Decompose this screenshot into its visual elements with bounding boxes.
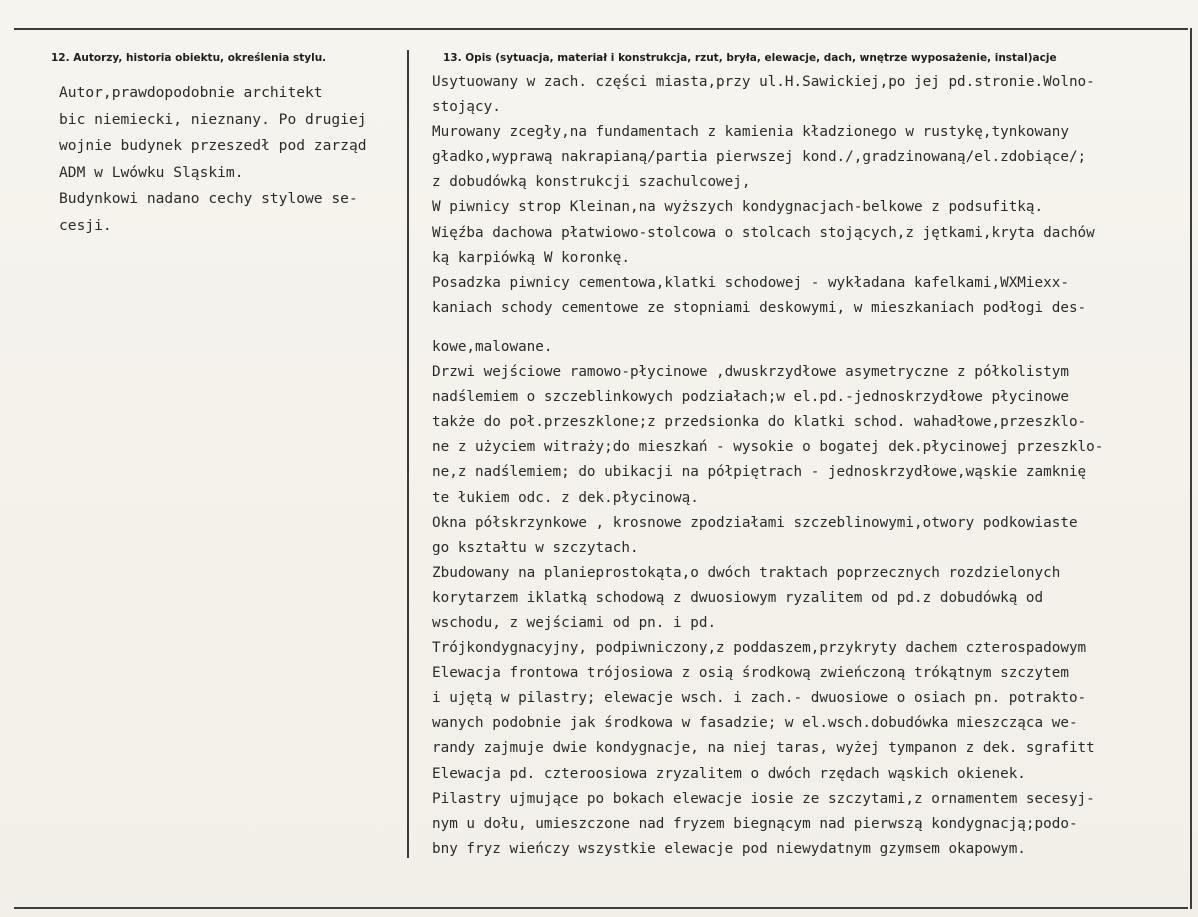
section-12-heading: 12. Autorzy, historia obiektu, określenia stylu.: [51, 52, 327, 64]
text-line: Pilastry ujmujące po bokach elewacje iosie ze szczytami,z ornamentem secesyj-: [432, 790, 1095, 807]
text-line: Elewacja frontowa trójosiowa z osią środkową zwieńczoną trókątnym szczytem: [432, 665, 1069, 682]
text-line: randy zajmuje dwie kondygnacje, na niej taras, wyżej tympanon z dek. sgrafitt: [432, 740, 1095, 757]
text-line: Zbudowany na planieprostokąta,o dwóch traktach poprzecznych rozdzielonych: [432, 564, 1061, 581]
text-line: i ujętą w pilastry; elewacje wsch. i zach.- dwuosiowe o osiach pn. potrakto-: [432, 690, 1087, 707]
text-line: cesji.: [59, 216, 112, 234]
text-line: go kształtu w szczytach.: [432, 539, 639, 556]
text-line: ką karpiówką W koronkę.: [432, 249, 630, 266]
description-column: [432, 70, 1198, 862]
text-line: bny fryz wieńczy wszystkie elewacje pod niewydatnym gzymsem okapowym.: [432, 840, 1026, 857]
text-line: nym u dołu, umieszczone nad fryzem biegnącym nad pierwszą kondygnacją;podo-: [432, 815, 1078, 832]
text-line: stojący.: [432, 99, 501, 116]
text-line: kaniach schody cementowe ze stopniami deskowymi, w mieszkaniach podłogi des-: [432, 299, 1087, 316]
text-line: ADM w Lwówku Sląskim.: [59, 163, 244, 181]
text-line: ne z użyciem witraży;do mieszkań - wysokie o bogatej dek.płycinowej przeszklo-: [432, 439, 1104, 456]
text-line: kowe,malowane.: [432, 338, 553, 355]
text-line: Drzwi wejściowe ramowo-płycinowe ,dwuskrzydłowe asymetryczne z półkolistym: [432, 364, 1069, 381]
text-line: W piwnicy strop Kleinan,na wyższych kondygnacjach-belkowe z podsufitką.: [432, 199, 1044, 216]
text-line: ne,z nadślemiem; do ubikacji na półpiętrach - jednoskrzydłowe,wąskie zamknię: [432, 464, 1087, 481]
text-line: Elewacja pd. czteroosiowa zryzalitem o dwóch rzędach wąskich okienek.: [432, 765, 1026, 782]
text-line: wojnie budynek przeszedł pod zarząd: [59, 137, 367, 154]
text-line: także do poł.przeszklone;z przedsionka do klatki schod. wahadłowe,przeszklo-: [432, 414, 1087, 431]
line-gap: [432, 321, 1198, 335]
column-divider: [407, 50, 409, 858]
text-line: Usytuowany w zach. części miasta,przy ul.H.Sawickiej,po jej pd.stronie.Wolno-: [432, 74, 1095, 90]
text-line: Trójkondygnacyjny, podpiwniczony,z poddaszem,przykryty dachem czterospadowym: [432, 640, 1087, 657]
text-line: korytarzem iklatką schodową z dwuosiowym ryzalitem od pd.z dobudówką od: [432, 589, 1044, 606]
authors-history-column: [59, 80, 405, 239]
text-line: Więźba dachowa płatwiowo-stolcowa o stolcach stojących,z jętkami,kryta dachów: [432, 224, 1095, 241]
text-line: nadślemiem o szczeblinkowych podziałach;w el.pd.-jednoskrzydłowe płycinowe: [432, 389, 1069, 406]
text-line: Budynkowi nadano cechy stylowe se-: [59, 190, 358, 207]
text-line: te łukiem odc. z dek.płycinową.: [432, 489, 699, 506]
text-line: bic niemiecki, nieznany. Po drugiej: [59, 110, 367, 128]
text-line: Murowany zcegły,na fundamentach z kamienia kładzionego w rustykę,tynkowany: [432, 124, 1069, 141]
text-line: Posadzka piwnicy cementowa,klatki schodowej - wykładana kafelkami,WXMiexx-: [432, 274, 1069, 291]
text-line: wschodu, z wejściami od pn. i pd.: [432, 614, 717, 631]
frame-bottom-rule: [14, 907, 1188, 909]
frame-top-rule: [14, 28, 1188, 30]
section-13-heading: 13. Opis (sytuacja, materiał i konstrukcja, rzut, bryła, elewacje, dach, wnętrze wyposażenie, instal)acje: [443, 52, 1057, 64]
text-line: wanych podobnie jak środkowa w fasadzie; w el.wsch.dobudówka mieszcząca we-: [432, 715, 1078, 732]
text-line: gładko,wyprawą nakrapianą/partia pierwszej kond./,gradzinowaną/el.zdobiące/;: [432, 149, 1087, 166]
text-line: z dobudówką konstrukcji szachulcowej,: [432, 174, 751, 191]
text-line: Autor,prawdopodobnie architekt: [59, 84, 323, 101]
text-line: Okna półskrzynkowe , krosnowe zpodziałami szczeblinowymi,otwory podkowiaste: [432, 514, 1078, 531]
